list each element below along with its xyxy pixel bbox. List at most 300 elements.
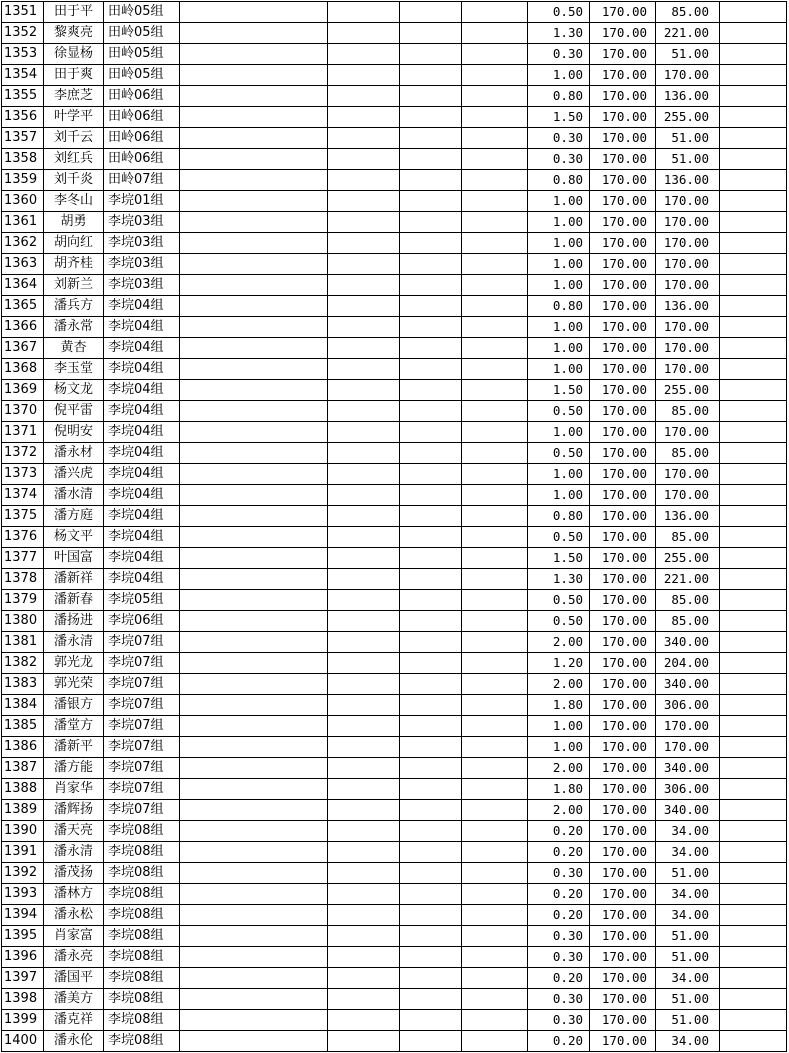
cell-unit-price: 170.00 xyxy=(590,380,656,401)
cell-area: 0.30 xyxy=(528,989,590,1010)
cell-empty xyxy=(462,275,528,296)
cell-group: 李垸07组 xyxy=(104,800,180,821)
cell-name: 叶国富 xyxy=(44,548,104,569)
cell-empty xyxy=(720,2,787,23)
cell-empty xyxy=(400,695,462,716)
cell-name: 潘新祥 xyxy=(44,569,104,590)
cell-empty xyxy=(180,611,328,632)
cell-group: 李垸04组 xyxy=(104,485,180,506)
cell-amount: 51.00 xyxy=(656,989,720,1010)
cell-empty xyxy=(462,611,528,632)
cell-group: 李垸04组 xyxy=(104,422,180,443)
cell-name: 潘水清 xyxy=(44,485,104,506)
cell-group: 田岭07组 xyxy=(104,170,180,191)
cell-empty xyxy=(720,485,787,506)
cell-name: 潘方庭 xyxy=(44,506,104,527)
table-row xyxy=(2,611,787,632)
cell-empty xyxy=(462,968,528,989)
cell-area: 0.50 xyxy=(528,611,590,632)
cell-empty xyxy=(720,464,787,485)
cell-unit-price: 170.00 xyxy=(590,86,656,107)
cell-empty xyxy=(462,1010,528,1031)
cell-name: 郭光荣 xyxy=(44,674,104,695)
cell-amount: 51.00 xyxy=(656,863,720,884)
cell-empty xyxy=(328,296,400,317)
cell-area: 0.50 xyxy=(528,443,590,464)
cell-empty xyxy=(328,1010,400,1031)
cell-empty xyxy=(400,716,462,737)
cell-number: 1355 xyxy=(2,86,44,107)
cell-area: 0.30 xyxy=(528,926,590,947)
cell-empty xyxy=(180,947,328,968)
cell-empty xyxy=(328,191,400,212)
cell-empty xyxy=(328,527,400,548)
cell-area: 1.00 xyxy=(528,275,590,296)
cell-empty xyxy=(180,65,328,86)
table-row xyxy=(2,2,787,23)
cell-area: 0.80 xyxy=(528,296,590,317)
cell-empty xyxy=(400,800,462,821)
cell-empty xyxy=(400,737,462,758)
cell-amount: 204.00 xyxy=(656,653,720,674)
cell-empty xyxy=(400,989,462,1010)
table-row xyxy=(2,23,787,44)
table-row xyxy=(2,170,787,191)
cell-group: 田岭05组 xyxy=(104,23,180,44)
cell-number: 1371 xyxy=(2,422,44,443)
cell-unit-price: 170.00 xyxy=(590,317,656,338)
cell-amount: 34.00 xyxy=(656,968,720,989)
cell-group: 李垸06组 xyxy=(104,611,180,632)
cell-area: 2.00 xyxy=(528,800,590,821)
cell-amount: 136.00 xyxy=(656,170,720,191)
cell-area: 1.80 xyxy=(528,695,590,716)
cell-name: 潘克祥 xyxy=(44,1010,104,1031)
cell-area: 0.80 xyxy=(528,86,590,107)
cell-empty xyxy=(720,590,787,611)
cell-unit-price: 170.00 xyxy=(590,695,656,716)
table-row xyxy=(2,674,787,695)
cell-name: 田于平 xyxy=(44,2,104,23)
cell-empty xyxy=(180,758,328,779)
cell-unit-price: 170.00 xyxy=(590,401,656,422)
cell-area: 0.30 xyxy=(528,44,590,65)
cell-name: 李庶芝 xyxy=(44,86,104,107)
cell-number: 1370 xyxy=(2,401,44,422)
cell-empty xyxy=(180,527,328,548)
cell-amount: 170.00 xyxy=(656,191,720,212)
cell-empty xyxy=(720,800,787,821)
cell-unit-price: 170.00 xyxy=(590,233,656,254)
cell-empty xyxy=(400,317,462,338)
cell-group: 李垸07组 xyxy=(104,716,180,737)
cell-group: 李垸07组 xyxy=(104,758,180,779)
cell-area: 1.00 xyxy=(528,359,590,380)
cell-group: 李垸03组 xyxy=(104,233,180,254)
cell-empty xyxy=(462,779,528,800)
cell-empty xyxy=(462,317,528,338)
cell-area: 0.20 xyxy=(528,968,590,989)
cell-empty xyxy=(180,653,328,674)
cell-group: 李垸03组 xyxy=(104,254,180,275)
cell-number: 1389 xyxy=(2,800,44,821)
cell-number: 1351 xyxy=(2,2,44,23)
cell-empty xyxy=(400,611,462,632)
cell-empty xyxy=(462,422,528,443)
cell-name: 胡勇 xyxy=(44,212,104,233)
cell-number: 1396 xyxy=(2,947,44,968)
cell-amount: 221.00 xyxy=(656,23,720,44)
cell-empty xyxy=(400,149,462,170)
cell-number: 1377 xyxy=(2,548,44,569)
cell-area: 0.20 xyxy=(528,821,590,842)
cell-amount: 170.00 xyxy=(656,422,720,443)
cell-name: 潘永清 xyxy=(44,842,104,863)
cell-empty xyxy=(462,23,528,44)
cell-empty xyxy=(180,548,328,569)
cell-empty xyxy=(400,464,462,485)
table-row xyxy=(2,947,787,968)
cell-empty xyxy=(180,422,328,443)
cell-empty xyxy=(400,863,462,884)
cell-empty xyxy=(180,842,328,863)
cell-area: 0.50 xyxy=(528,590,590,611)
cell-unit-price: 170.00 xyxy=(590,821,656,842)
cell-amount: 340.00 xyxy=(656,632,720,653)
cell-area: 0.30 xyxy=(528,128,590,149)
cell-empty xyxy=(400,275,462,296)
cell-empty xyxy=(180,968,328,989)
table-row xyxy=(2,989,787,1010)
cell-amount: 51.00 xyxy=(656,947,720,968)
cell-name: 郭光龙 xyxy=(44,653,104,674)
cell-amount: 51.00 xyxy=(656,44,720,65)
cell-empty xyxy=(180,779,328,800)
cell-area: 1.50 xyxy=(528,548,590,569)
cell-empty xyxy=(400,527,462,548)
cell-unit-price: 170.00 xyxy=(590,170,656,191)
cell-empty xyxy=(400,1010,462,1031)
table-row xyxy=(2,128,787,149)
cell-amount: 51.00 xyxy=(656,128,720,149)
cell-empty xyxy=(462,485,528,506)
table-row xyxy=(2,464,787,485)
cell-area: 2.00 xyxy=(528,674,590,695)
cell-amount: 34.00 xyxy=(656,884,720,905)
cell-empty xyxy=(328,590,400,611)
cell-empty xyxy=(720,548,787,569)
cell-amount: 170.00 xyxy=(656,212,720,233)
cell-empty xyxy=(462,149,528,170)
cell-empty xyxy=(462,359,528,380)
cell-empty xyxy=(328,443,400,464)
cell-empty xyxy=(328,842,400,863)
cell-empty xyxy=(180,170,328,191)
table-row xyxy=(2,254,787,275)
cell-number: 1391 xyxy=(2,842,44,863)
cell-empty xyxy=(328,149,400,170)
table-row xyxy=(2,527,787,548)
cell-empty xyxy=(462,338,528,359)
cell-empty xyxy=(462,128,528,149)
cell-number: 1380 xyxy=(2,611,44,632)
cell-empty xyxy=(400,905,462,926)
cell-number: 1386 xyxy=(2,737,44,758)
cell-number: 1362 xyxy=(2,233,44,254)
cell-empty xyxy=(720,716,787,737)
cell-empty xyxy=(180,926,328,947)
cell-empty xyxy=(400,926,462,947)
cell-empty xyxy=(328,758,400,779)
cell-amount: 34.00 xyxy=(656,1031,720,1052)
cell-name: 潘美方 xyxy=(44,989,104,1010)
cell-amount: 170.00 xyxy=(656,233,720,254)
table-row xyxy=(2,590,787,611)
cell-name: 潘永松 xyxy=(44,905,104,926)
cell-empty xyxy=(462,842,528,863)
cell-empty xyxy=(400,506,462,527)
cell-amount: 170.00 xyxy=(656,338,720,359)
cell-unit-price: 170.00 xyxy=(590,716,656,737)
cell-empty xyxy=(400,128,462,149)
cell-empty xyxy=(400,212,462,233)
cell-empty xyxy=(400,86,462,107)
cell-amount: 255.00 xyxy=(656,548,720,569)
cell-empty xyxy=(180,338,328,359)
cell-empty xyxy=(328,695,400,716)
cell-amount: 255.00 xyxy=(656,380,720,401)
table-row xyxy=(2,44,787,65)
cell-number: 1357 xyxy=(2,128,44,149)
cell-empty xyxy=(328,170,400,191)
cell-empty xyxy=(400,632,462,653)
cell-empty xyxy=(180,149,328,170)
cell-empty xyxy=(462,233,528,254)
cell-empty xyxy=(720,23,787,44)
cell-group: 李垸08组 xyxy=(104,989,180,1010)
cell-name: 肖家富 xyxy=(44,926,104,947)
table-row xyxy=(2,800,787,821)
table-row xyxy=(2,485,787,506)
cell-empty xyxy=(400,569,462,590)
cell-name: 潘新春 xyxy=(44,590,104,611)
cell-group: 李垸05组 xyxy=(104,590,180,611)
cell-area: 0.80 xyxy=(528,506,590,527)
cell-empty xyxy=(328,23,400,44)
cell-number: 1395 xyxy=(2,926,44,947)
cell-empty xyxy=(328,317,400,338)
cell-name: 倪平雷 xyxy=(44,401,104,422)
cell-empty xyxy=(400,548,462,569)
cell-unit-price: 170.00 xyxy=(590,422,656,443)
cell-empty xyxy=(720,863,787,884)
cell-group: 李垸04组 xyxy=(104,401,180,422)
cell-empty xyxy=(720,884,787,905)
cell-empty xyxy=(400,359,462,380)
cell-amount: 255.00 xyxy=(656,107,720,128)
cell-empty xyxy=(180,1031,328,1052)
cell-empty xyxy=(462,191,528,212)
cell-empty xyxy=(462,107,528,128)
cell-group: 李垸08组 xyxy=(104,1010,180,1031)
cell-unit-price: 170.00 xyxy=(590,254,656,275)
cell-empty xyxy=(462,758,528,779)
cell-unit-price: 170.00 xyxy=(590,548,656,569)
cell-group: 李垸04组 xyxy=(104,296,180,317)
cell-unit-price: 170.00 xyxy=(590,527,656,548)
cell-empty xyxy=(400,23,462,44)
cell-group: 李垸08组 xyxy=(104,968,180,989)
cell-unit-price: 170.00 xyxy=(590,506,656,527)
cell-number: 1383 xyxy=(2,674,44,695)
cell-empty xyxy=(720,779,787,800)
cell-unit-price: 170.00 xyxy=(590,632,656,653)
cell-empty xyxy=(462,2,528,23)
cell-empty xyxy=(328,716,400,737)
cell-number: 1378 xyxy=(2,569,44,590)
cell-name: 田于爽 xyxy=(44,65,104,86)
cell-empty xyxy=(328,737,400,758)
cell-amount: 85.00 xyxy=(656,590,720,611)
cell-area: 2.00 xyxy=(528,632,590,653)
cell-area: 1.00 xyxy=(528,65,590,86)
table-row xyxy=(2,212,787,233)
cell-unit-price: 170.00 xyxy=(590,968,656,989)
cell-empty xyxy=(462,401,528,422)
cell-empty xyxy=(180,317,328,338)
cell-empty xyxy=(720,170,787,191)
cell-group: 李垸04组 xyxy=(104,338,180,359)
cell-empty xyxy=(462,86,528,107)
cell-empty xyxy=(328,821,400,842)
cell-empty xyxy=(180,359,328,380)
cell-empty xyxy=(180,863,328,884)
cell-empty xyxy=(400,884,462,905)
cell-name: 潘永清 xyxy=(44,632,104,653)
cell-unit-price: 170.00 xyxy=(590,737,656,758)
cell-empty xyxy=(462,653,528,674)
cell-empty xyxy=(400,401,462,422)
cell-name: 潘兴虎 xyxy=(44,464,104,485)
table-row xyxy=(2,695,787,716)
cell-empty xyxy=(328,926,400,947)
cell-area: 1.00 xyxy=(528,338,590,359)
table-row xyxy=(2,275,787,296)
cell-empty xyxy=(720,338,787,359)
cell-empty xyxy=(400,485,462,506)
cell-empty xyxy=(180,254,328,275)
cell-empty xyxy=(462,737,528,758)
cell-name: 潘天亮 xyxy=(44,821,104,842)
table-row xyxy=(2,191,787,212)
cell-empty xyxy=(400,338,462,359)
cell-number: 1356 xyxy=(2,107,44,128)
cell-unit-price: 170.00 xyxy=(590,1031,656,1052)
cell-number: 1392 xyxy=(2,863,44,884)
cell-empty xyxy=(462,464,528,485)
cell-unit-price: 170.00 xyxy=(590,1010,656,1031)
cell-empty xyxy=(180,401,328,422)
cell-empty xyxy=(328,1031,400,1052)
cell-empty xyxy=(400,674,462,695)
cell-empty xyxy=(720,1010,787,1031)
cell-group: 李垸07组 xyxy=(104,653,180,674)
cell-empty xyxy=(400,821,462,842)
cell-empty xyxy=(462,548,528,569)
cell-name: 倪明安 xyxy=(44,422,104,443)
cell-empty xyxy=(328,44,400,65)
cell-empty xyxy=(720,149,787,170)
cell-unit-price: 170.00 xyxy=(590,779,656,800)
cell-empty xyxy=(328,968,400,989)
cell-empty xyxy=(720,128,787,149)
cell-area: 1.00 xyxy=(528,254,590,275)
cell-area: 0.30 xyxy=(528,863,590,884)
cell-empty xyxy=(462,590,528,611)
cell-empty xyxy=(720,212,787,233)
cell-group: 田岭06组 xyxy=(104,149,180,170)
cell-name: 潘永伦 xyxy=(44,1031,104,1052)
cell-unit-price: 170.00 xyxy=(590,758,656,779)
cell-empty xyxy=(462,380,528,401)
cell-group: 李垸08组 xyxy=(104,842,180,863)
cell-empty xyxy=(720,443,787,464)
cell-unit-price: 170.00 xyxy=(590,107,656,128)
cell-empty xyxy=(328,653,400,674)
cell-number: 1360 xyxy=(2,191,44,212)
cell-amount: 170.00 xyxy=(656,254,720,275)
cell-number: 1365 xyxy=(2,296,44,317)
cell-group: 李垸04组 xyxy=(104,506,180,527)
cell-empty xyxy=(400,758,462,779)
cell-amount: 340.00 xyxy=(656,758,720,779)
cell-empty xyxy=(180,716,328,737)
table-row xyxy=(2,296,787,317)
cell-amount: 170.00 xyxy=(656,65,720,86)
cell-name: 黄杏 xyxy=(44,338,104,359)
cell-area: 0.50 xyxy=(528,401,590,422)
cell-empty xyxy=(180,800,328,821)
cell-group: 李垸04组 xyxy=(104,359,180,380)
cell-empty xyxy=(180,275,328,296)
cell-number: 1385 xyxy=(2,716,44,737)
cell-name: 潘永材 xyxy=(44,443,104,464)
cell-group: 李垸04组 xyxy=(104,569,180,590)
cell-unit-price: 170.00 xyxy=(590,905,656,926)
cell-name: 胡齐桂 xyxy=(44,254,104,275)
cell-group: 李垸08组 xyxy=(104,905,180,926)
cell-group: 李垸04组 xyxy=(104,527,180,548)
cell-empty xyxy=(328,401,400,422)
cell-empty xyxy=(720,653,787,674)
cell-empty xyxy=(720,422,787,443)
cell-empty xyxy=(328,884,400,905)
cell-empty xyxy=(720,527,787,548)
cell-unit-price: 170.00 xyxy=(590,149,656,170)
cell-number: 1398 xyxy=(2,989,44,1010)
cell-name: 胡向红 xyxy=(44,233,104,254)
cell-empty xyxy=(720,359,787,380)
cell-empty xyxy=(462,716,528,737)
cell-area: 0.30 xyxy=(528,149,590,170)
cell-empty xyxy=(720,44,787,65)
cell-amount: 85.00 xyxy=(656,443,720,464)
cell-empty xyxy=(462,821,528,842)
cell-number: 1400 xyxy=(2,1031,44,1052)
cell-empty xyxy=(720,737,787,758)
cell-empty xyxy=(462,863,528,884)
cell-number: 1372 xyxy=(2,443,44,464)
